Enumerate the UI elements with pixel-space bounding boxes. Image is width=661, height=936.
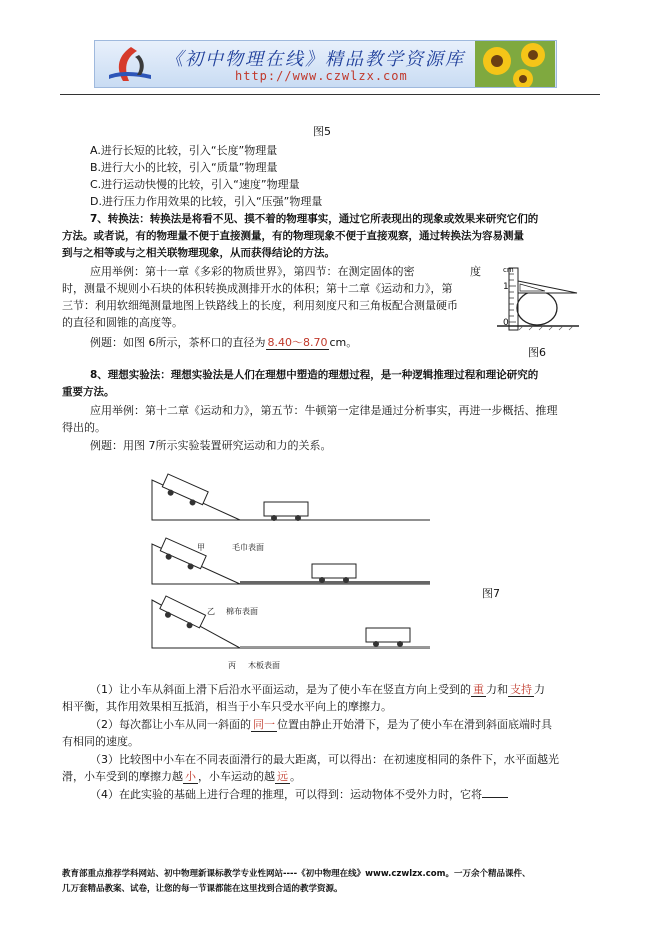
header-banner bbox=[94, 40, 557, 88]
ruler-unit: cm bbox=[503, 266, 514, 274]
question-text: （1）让小车从斜面上滑下后沿水平面运动，是为了使小车在竖直方向上受到的 bbox=[90, 683, 471, 696]
footer-line: 教育部重点推荐学科网站、初中物理新课标教学专业性网站----《初中物理在线》www.czwlzx.com。一万余个精品课件、 bbox=[62, 869, 531, 879]
section-8-example: 例题：用图 7所示实验装置研究运动和力的关系。 bbox=[90, 439, 332, 452]
question-text: 力 bbox=[534, 683, 545, 696]
question-text: 滑，小车受到的摩擦力越 bbox=[62, 770, 183, 783]
question-1 bbox=[90, 682, 545, 698]
figure-6-caption: 图6 bbox=[528, 346, 546, 359]
header-divider bbox=[60, 94, 600, 95]
list-item: C.进行运动快慢的比较，引入“速度”物理量 bbox=[90, 178, 300, 191]
question-text: 。 bbox=[290, 770, 301, 783]
section-7-text: 到与之相等或与之相关联物理现象，从而获得结论的方法。 bbox=[62, 247, 335, 259]
banner-title: 《初中物理在线》精品教学资源库 bbox=[165, 49, 465, 70]
section-7-application: 三节：利用软细绳测量地图上铁路线上的长度，利用刻度尺和三角板配合测量硬币 bbox=[62, 299, 458, 312]
answer-blank: 支持 bbox=[510, 683, 532, 696]
question-text: （4）在此实验的基础上进行合理的推理，可以得到：运动物体不受外力时，它将 bbox=[90, 788, 482, 801]
list-item: B.进行大小的比较，引入“质量”物理量 bbox=[90, 161, 278, 174]
section-7-example bbox=[90, 335, 357, 351]
section-7-application: 应用举例：第十一章《多彩的物质世界》，第四节：在测定固体的密 bbox=[90, 265, 415, 278]
panel-label: 丙 bbox=[228, 661, 236, 670]
answer-blank: 重 bbox=[473, 683, 484, 696]
answer-blank bbox=[482, 797, 508, 798]
ruler-label: 1 bbox=[503, 282, 509, 292]
figure-5-caption: 图5 bbox=[313, 125, 331, 138]
figure-7-diagram bbox=[140, 460, 440, 676]
incline-panel-1 bbox=[152, 474, 430, 521]
example-text: 例题：如图 6所示，茶杯口的直径为 bbox=[90, 336, 266, 349]
ruler-label: 0 bbox=[503, 318, 509, 328]
panel-label: 甲 bbox=[197, 543, 205, 552]
answer-blank: 8.40～8.70 bbox=[267, 336, 328, 349]
site-logo-icon bbox=[101, 45, 157, 83]
section-7-application: 的直径和圆锥的高度等。 bbox=[62, 316, 183, 329]
figure-7-caption: 图7 bbox=[482, 587, 500, 600]
question-text: 位置由静止开始滑下，是为了使小车在滑到斜面底端时具 bbox=[277, 718, 552, 731]
footer-line: 几万套精品教案、试卷，让您的每一节课都能在这里找到合适的教学资源。 bbox=[62, 884, 343, 894]
question-text: （2）每次都让小车从同一斜面的 bbox=[90, 718, 251, 731]
list-item: D.进行压力作用效果的比较，引入“压强”物理量 bbox=[90, 195, 323, 208]
surface-label: 木板表面 bbox=[248, 661, 280, 670]
unit-text: cm。 bbox=[329, 336, 358, 349]
panel-label: 乙 bbox=[207, 607, 215, 616]
question-text: ，小车运动的越 bbox=[198, 770, 275, 783]
section-8-heading: 8、理想实验法：理想实验法是人们在理想中塑造的理想过程，是一种逻辑推理过程和理论研究的 bbox=[90, 369, 539, 381]
question-3: （3）比较图中小车在不同表面滑行的最大距离，可以得出：在初速度相同的条件下，水平面越光 bbox=[90, 753, 559, 766]
answer-blank: 小 bbox=[185, 770, 196, 783]
section-7-application: 度 bbox=[470, 265, 481, 278]
incline-panel-3 bbox=[152, 596, 430, 648]
incline-panel-2 bbox=[152, 538, 430, 584]
question-4 bbox=[90, 787, 508, 803]
banner-url[interactable]: http://www.czwlzx.com bbox=[235, 69, 408, 83]
answer-blank: 远 bbox=[277, 770, 288, 783]
section-8-application: 应用举例：第十二章《运动和力》，第五节：牛顿第一定律是通过分析事实，再进一步概括、推理 bbox=[90, 404, 558, 417]
question-1-text: 相平衡，其作用效果相互抵消，相当于小车只受水平向上的摩擦力。 bbox=[62, 700, 392, 713]
section-8-application: 得出的。 bbox=[62, 421, 106, 434]
answer-blank: 同一 bbox=[253, 718, 275, 731]
surface-label: 棉布表面 bbox=[226, 607, 258, 616]
surface-label: 毛巾表面 bbox=[232, 543, 264, 552]
list-item: A.进行长短的比较，引入“长度”物理量 bbox=[90, 144, 278, 157]
section-7-heading: 7、转换法：转换法是将看不见、摸不着的物理事实，通过它所表现出的现象或效果来研究它们的 bbox=[90, 213, 539, 225]
question-2-text: 有相同的速度。 bbox=[62, 735, 139, 748]
question-2 bbox=[90, 717, 552, 733]
section-7-text: 方法。或者说，有的物理量不便于直接测量，有的物理现象不便于直接观察，通过转换法为容易测量 bbox=[62, 230, 524, 242]
section-8-text: 重要方法。 bbox=[62, 386, 115, 398]
question-3-cont bbox=[62, 769, 301, 785]
question-text: 力和 bbox=[486, 683, 508, 696]
sunflower-image bbox=[475, 41, 555, 87]
page-footer bbox=[62, 867, 602, 897]
section-7-application: 时，测量不规则小石块的体积转换成测排开水的体积；第十二章《运动和力》，第 bbox=[62, 282, 453, 295]
